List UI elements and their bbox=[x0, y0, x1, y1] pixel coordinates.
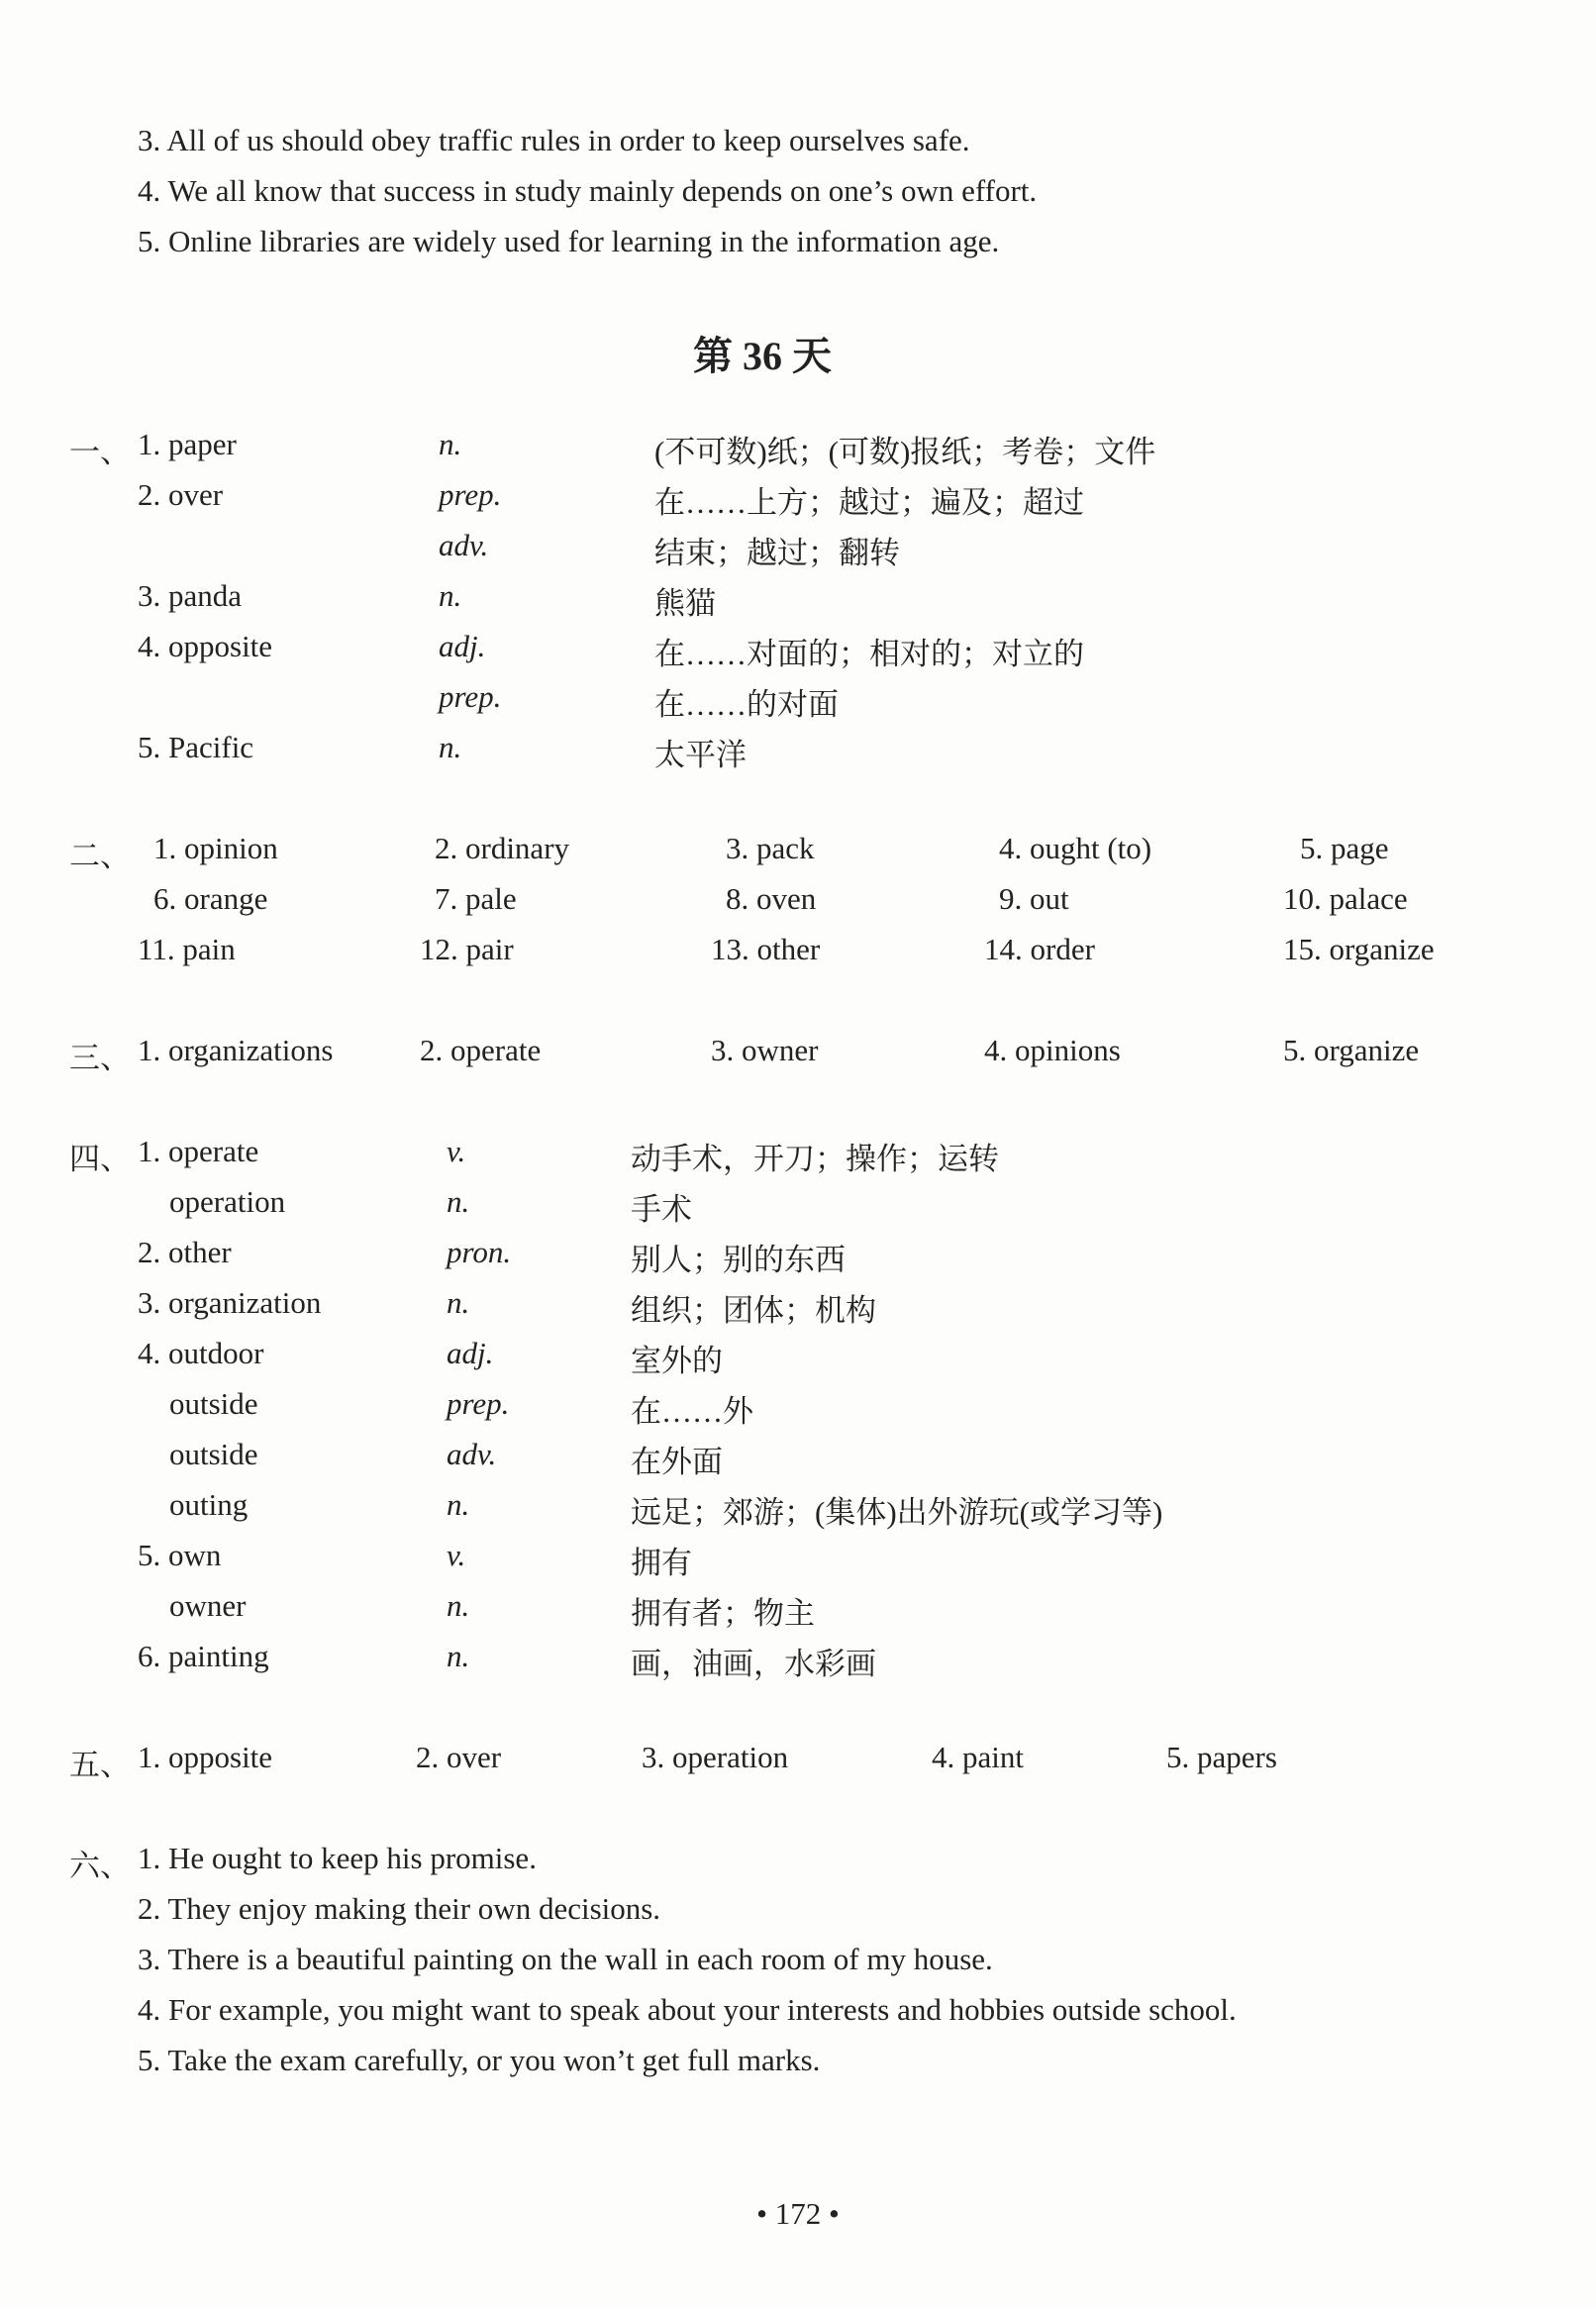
answer-item: 2. ordinary bbox=[435, 831, 570, 865]
answer-item: 2. over bbox=[416, 1740, 502, 1774]
answer-item: 1. organizations bbox=[138, 1033, 334, 1067]
meaning: 在……的对面 bbox=[654, 687, 839, 722]
part-of-speech: n. bbox=[439, 578, 462, 613]
part-of-speech: prep. bbox=[439, 679, 502, 714]
vocab-word: 5. own bbox=[138, 1538, 222, 1572]
part-of-speech: n. bbox=[447, 1184, 470, 1219]
vocab-word: 5. Pacific bbox=[138, 730, 254, 764]
answer-item: 3. operation bbox=[642, 1740, 789, 1774]
part-of-speech: n. bbox=[439, 427, 462, 461]
part-of-speech: adj. bbox=[439, 629, 486, 663]
section-label: 三、 bbox=[69, 1041, 131, 1075]
meaning: 别人；别的东西 bbox=[631, 1243, 846, 1277]
vocab-word: 4. opposite bbox=[138, 629, 273, 663]
sentence: 3. There is a beautiful painting on the wall in each room of my house. bbox=[138, 1942, 993, 1976]
meaning: 太平洋 bbox=[654, 738, 747, 772]
meaning: 在……对面的；相对的；对立的 bbox=[654, 637, 1084, 671]
part-of-speech: n. bbox=[447, 1285, 470, 1320]
meaning: 远足；郊游；(集体)出外游玩(或学习等) bbox=[631, 1495, 1163, 1530]
sentence: 2. They enjoy making their own decisions. bbox=[138, 1891, 661, 1926]
part-of-speech: n. bbox=[439, 730, 462, 764]
answer-item: 5. page bbox=[1300, 831, 1389, 865]
part-of-speech: adv. bbox=[447, 1437, 497, 1471]
meaning: 拥有 bbox=[631, 1546, 692, 1580]
section-label: 五、 bbox=[69, 1748, 131, 1782]
answer-item: 11. pain bbox=[138, 932, 236, 966]
answer-item: 3. pack bbox=[726, 831, 815, 865]
answer-item: 1. opinion bbox=[153, 831, 278, 865]
meaning: 室外的 bbox=[631, 1344, 723, 1378]
answer-item: 6. orange bbox=[153, 881, 268, 916]
part-of-speech: adv. bbox=[439, 528, 489, 562]
part-of-speech: v. bbox=[447, 1134, 466, 1168]
part-of-speech: n. bbox=[447, 1487, 470, 1522]
answer-item: 12. pair bbox=[420, 932, 514, 966]
meaning: 在……外 bbox=[631, 1394, 753, 1429]
page-number: • 172 • bbox=[756, 2196, 840, 2231]
answer-item: 5. organize bbox=[1283, 1033, 1420, 1067]
answer-item: 2. operate bbox=[420, 1033, 542, 1067]
section-label: 四、 bbox=[69, 1142, 131, 1176]
answer-item: 13. other bbox=[711, 932, 821, 966]
sentence: 5. Take the exam carefully, or you won’t get full marks. bbox=[138, 2043, 821, 2077]
part-of-speech: prep. bbox=[447, 1386, 510, 1421]
answer-item: 10. palace bbox=[1283, 881, 1408, 916]
vocab-word: 2. over bbox=[138, 477, 224, 512]
intro-sentence: 4. We all know that success in study mainly depends on one’s own effort. bbox=[138, 173, 1038, 208]
vocab-word: outing bbox=[169, 1487, 249, 1522]
answer-item: 8. oven bbox=[726, 881, 817, 916]
vocab-word: 4. outdoor bbox=[138, 1336, 264, 1370]
meaning: 手术 bbox=[631, 1192, 692, 1227]
vocab-word: 3. panda bbox=[138, 578, 243, 613]
vocab-word: 3. organization bbox=[138, 1285, 322, 1320]
answer-item: 9. out bbox=[999, 881, 1069, 916]
vocab-word: outside bbox=[169, 1437, 258, 1471]
vocab-word: 1. paper bbox=[138, 427, 237, 461]
answer-item: 5. papers bbox=[1166, 1740, 1277, 1774]
answer-item: 3. owner bbox=[711, 1033, 819, 1067]
part-of-speech: n. bbox=[447, 1588, 470, 1623]
vocab-word: operation bbox=[169, 1184, 286, 1219]
day-title: 第 36 天 bbox=[693, 334, 832, 378]
answer-item: 7. pale bbox=[435, 881, 517, 916]
part-of-speech: v. bbox=[447, 1538, 466, 1572]
part-of-speech: adj. bbox=[447, 1336, 494, 1370]
answer-item: 4. paint bbox=[932, 1740, 1024, 1774]
answer-item: 4. opinions bbox=[984, 1033, 1121, 1067]
meaning: (不可数)纸；(可数)报纸；考卷；文件 bbox=[654, 435, 1156, 469]
part-of-speech: n. bbox=[447, 1639, 470, 1673]
meaning: 动手术，开刀；操作；运转 bbox=[631, 1142, 999, 1176]
vocab-word: outside bbox=[169, 1386, 258, 1421]
meaning: 在……上方；越过；遍及；超过 bbox=[654, 485, 1084, 520]
sentence: 1. He ought to keep his promise. bbox=[138, 1841, 537, 1875]
meaning: 画，油画，水彩画 bbox=[631, 1647, 876, 1681]
answer-item: 4. ought (to) bbox=[999, 831, 1152, 865]
section-label: 二、 bbox=[69, 839, 131, 873]
section-label: 一、 bbox=[69, 435, 131, 469]
vocab-word: owner bbox=[169, 1588, 247, 1623]
meaning: 在外面 bbox=[631, 1445, 723, 1479]
meaning: 结束；越过；翻转 bbox=[654, 536, 900, 570]
part-of-speech: pron. bbox=[447, 1235, 512, 1269]
sentence: 4. For example, you might want to speak about your interests and hobbies outside school. bbox=[138, 1992, 1237, 2027]
answer-item: 1. opposite bbox=[138, 1740, 273, 1774]
vocab-word: 2. other bbox=[138, 1235, 232, 1269]
section-label: 六、 bbox=[69, 1849, 131, 1883]
answer-item: 14. order bbox=[984, 932, 1095, 966]
intro-sentence: 5. Online libraries are widely used for learning in the information age. bbox=[138, 224, 1000, 258]
vocab-word: 6. painting bbox=[138, 1639, 269, 1673]
part-of-speech: prep. bbox=[439, 477, 502, 512]
answer-item: 15. organize bbox=[1283, 932, 1435, 966]
meaning: 拥有者；物主 bbox=[631, 1596, 815, 1631]
intro-sentence: 3. All of us should obey traffic rules in order to keep ourselves safe. bbox=[138, 123, 970, 157]
meaning: 熊猫 bbox=[654, 586, 716, 621]
meaning: 组织；团体；机构 bbox=[631, 1293, 876, 1328]
vocab-word: 1. operate bbox=[138, 1134, 259, 1168]
